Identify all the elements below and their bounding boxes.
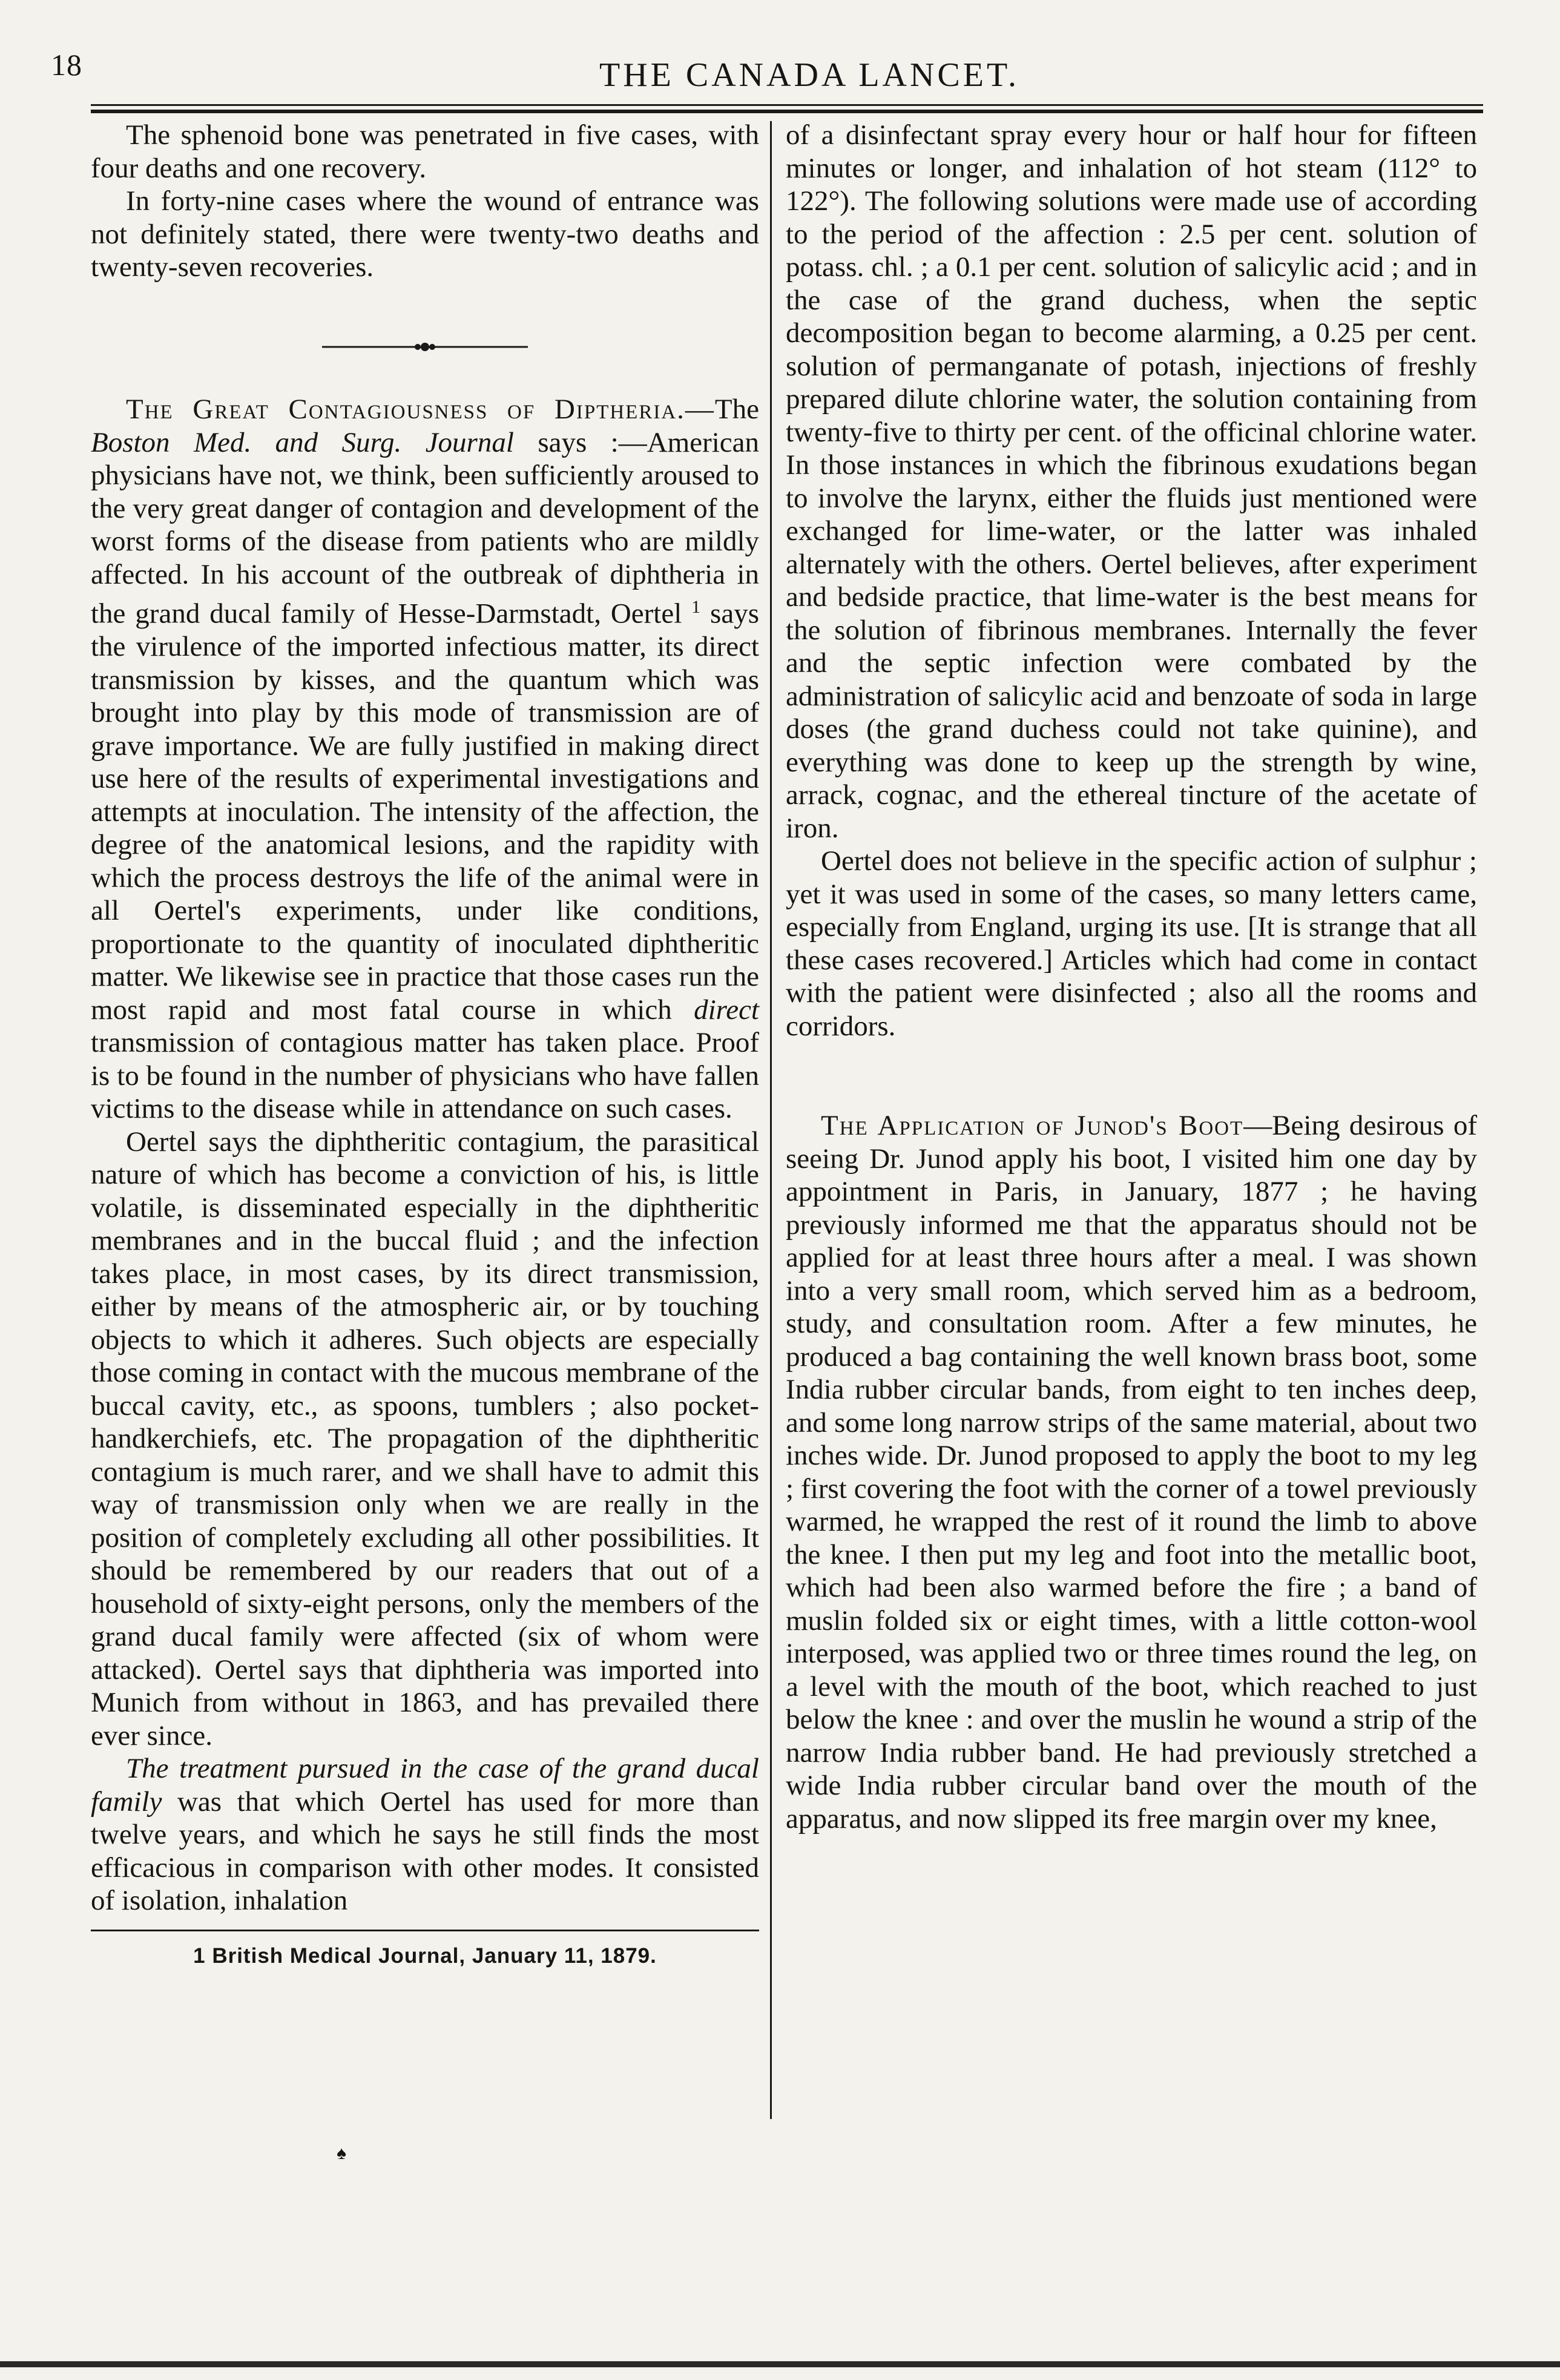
page-number: 18	[51, 48, 82, 82]
paragraph-sphenoid: The sphenoid bone was penetrated in five cases, with four deaths and one recovery.	[91, 119, 759, 184]
article-diphtheria-text-c: transmission of contagious matter has taken place. Proof is to be found in the number of physicians who have fallen victims to the disease while in attendance on such cases.	[91, 1027, 759, 1125]
section-gap	[786, 1043, 1477, 1109]
footnote-rule	[91, 1930, 759, 1931]
paragraph-treatment	[91, 1752, 759, 1917]
article-diphtheria-title: The Great Contagiousness of Diptheria.—	[126, 394, 715, 425]
article-diphtheria-intro	[91, 393, 759, 1126]
treatment-heading: The treatment pursued in the case of the grand ducal family	[91, 1753, 759, 1818]
column-divider	[770, 121, 772, 2119]
header-rule-thin	[91, 104, 1483, 106]
article-diphtheria-lead: The	[714, 394, 759, 425]
header-rule-thick	[91, 110, 1483, 113]
right-column	[786, 119, 1477, 1835]
journal-name: Boston Med. and Surg. Journal	[91, 426, 514, 458]
emphasis-direct: direct	[694, 994, 759, 1026]
article-diphtheria-text-a: says :—American physicians have not, we think, been sufficiently aroused to the very great danger of contagion and development of the worst forms of the disease from patients who are mildly affected. In his account of the outbreak of diphtheria in the grand ducal family of Hesse-Darmstadt, Oertel	[91, 426, 760, 630]
article-junod-text: —Being desirous of seeing Dr. Junod apply his boot, I visited him one day by appointment in Paris, in January, 1877 ; he having previously informed me that the apparatus should not be applied for at least three hours after a meal. I was shown into a very small room, which served him as a bedroom, study, and consultation room. After a few minutes, he produced a bag containing the well known brass boot, some India rubber circular bands, from eight to ten inches deep, and some long narrow strips of the same material, about two inches wide. Dr. Junod proposed to apply the boot to my leg ; first covering the foot with the corner of a towel previously warmed, he wrapped the rest of it round the limb to above the knee. I then put my leg and foot into the metallic boot, which had been also warmed before the fire ; a band of muslin folded six or eight times, with a little cotton-wool interposed, was applied two or three times round the leg, on a level with the mouth of the boot, which reached to just below the knee : and over the muslin he wound a strip of the narrow India rubber band. He had previously stretched a wide India rubber circular band over the mouth of the apparatus, and now slipped its free margin over my knee,	[786, 1110, 1478, 1834]
page-bottom-edge	[0, 2361, 1560, 2367]
running-head: THE CANADA LANCET.	[599, 56, 1020, 94]
bottom-mark: ♠	[337, 2143, 346, 2163]
footnote: 1 British Medical Journal, January 11, 1879.	[193, 1943, 657, 1968]
footnote-reference: 1	[691, 597, 701, 617]
treatment-text: was that which Oertel has used for more than twelve years, and which he says he still finds the most efficacious in comparison with other modes. It consisted of isolation, inhalation	[91, 1785, 759, 1917]
paragraph-disinfectant-spray: of a disinfectant spray every hour or half hour for fifteen minutes or longer, and inhalation of hot steam (112° to 122°). The following solutions were made use of according to the period of the affection : 2.5 per cent. solution of potass. chl. ; a 0.1 per cent. solution of salicylic acid ; and in the case of the grand duchess, when the septic decomposition began to become alarming, a 0.25 per cent. solution of permanganate of potash, injections of freshly prepared dilute chlorine water, the solution containing from twenty-five to thirty per cent. of the officinal chlorine water. In those instances in which the fibrinous exudations began to involve the larynx, either the fluids just mentioned were exchanged for lime-water, or the latter was inhaled alternately with the others. Oertel believes, after experiment and bedside practice, that lime-water is the best means for the solution of fibrinous membranes. Internally the fever and the septic infection were combated by the administration of salicylic acid and benzoate of soda in large doses (the grand duchess could not take quinine), and everything was done to keep up the strength by wine, arrack, cognac, and the ethereal tincture of the acetate of iron.	[786, 119, 1477, 844]
article-junod-boot	[786, 1109, 1477, 1835]
paragraph-forty-nine-cases: In forty-nine cases where the wound of entrance was not definitely stated, there were twenty-two deaths and twenty-seven recoveries.	[91, 185, 759, 283]
ornament-divider	[91, 326, 759, 360]
paragraph-contagium: Oertel says the diphtheritic contagium, the parasitical nature of which has become a conviction of his, is little volatile, is disseminated especially in the diphtheritic membranes and in the buccal fluid ; and the infection takes place, in most cases, by its direct transmission, either by means of the atmospheric air, or by touching objects to which it adheres. Such objects are especially those coming in contact with the mucous membrane of the buccal cavity, etc., as spoons, tumblers ; also pocket-handkerchiefs, etc. The propagation of the diphtheritic contagium is much rarer, and we shall have to admit this way of transmission only when we are really in the position of completely excluding all other possibilities. It should be remembered by our readers that out of a household of sixty-eight persons, only the members of the grand ducal family were affected (six of whom were attacked). Oertel says that diphtheria was imported into Munich from without in 1863, and has prevailed there ever since.	[91, 1126, 759, 1752]
left-column	[91, 119, 759, 1973]
paragraph-sulphur: Oertel does not believe in the specific action of sulphur ; yet it was used in some of the cases, so many letters came, especially from England, urging its use. [It is strange that all these cases recovered.] Articles which had come in contact with the patient were disinfected ; also all the rooms and corridors.	[786, 845, 1477, 1042]
article-junod-title: The Application of Junod's Boot	[821, 1110, 1244, 1141]
article-diphtheria-text-b: says the virulence of the imported infectious matter, its direct transmission by kisses, and the quantum which was brought into play by this mode of transmission are of grave importance. We are fully justified in making direct use here of the results of experimental investigations and attempts at inoculation. The intensity of the affection, the degree of the anatomical lesions, and the rapidity with which the process destroys the life of the animal were in all Oertel's experiments, under like conditions, proportionate to the quantity of inoculated diphtheritic matter. We likewise see in practice that those cases run the most rapid and most fatal course in which	[91, 598, 759, 1026]
